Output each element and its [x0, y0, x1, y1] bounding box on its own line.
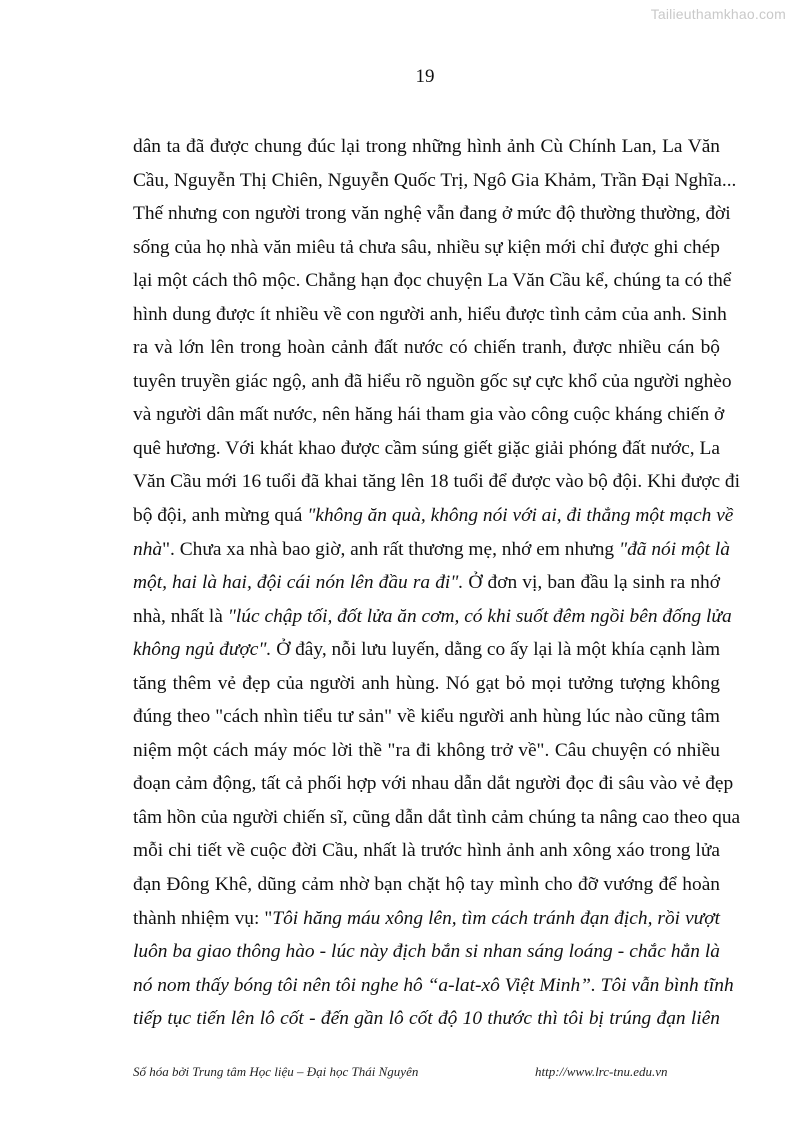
text-line [133, 801, 741, 835]
text-line [133, 834, 720, 868]
italic-quote-segment: luôn ba giao thông hào - lúc này địch bắn si nhan sáng loáng - chắc hẳn là [133, 941, 720, 963]
text-line [133, 130, 720, 164]
text-line [133, 767, 734, 801]
text-line [133, 935, 720, 969]
text-line [133, 365, 732, 399]
text-line [133, 398, 725, 432]
text-line [133, 231, 720, 265]
text-segment: Ở đơn vị, ban đầu lạ sinh ra nhớ [463, 572, 720, 594]
text-line [133, 633, 720, 667]
text-segment: mỗi chi tiết về cuộc đời Cầu, nhất là trước hình ảnh anh xông xáo trong lửa [133, 840, 720, 862]
text-line [133, 868, 720, 902]
text-segment: đoạn cảm động, tất cả phối hợp với nhau dẫn dắt người đọc đi sâu vào vẻ đẹp [133, 773, 734, 795]
text-segment: quê hương. Với khát khao được cầm súng giết giặc giải phóng đất nước, La [133, 437, 720, 459]
italic-quote-segment: Tôi hăng máu xông lên, tìm cách tránh đạn địch, rồi vượt [272, 907, 720, 929]
text-segment: thành nhiệm vụ: " [133, 907, 273, 929]
text-segment: tăng thêm vẻ đẹp của người anh hùng. Nó gạt bỏ mọi tưởng tượng không [133, 672, 720, 694]
text-segment: tâm hồn của người chiến sĩ, cũng dẫn dắt tình cảm chúng ta nâng cao theo qua [133, 806, 741, 828]
text-line [133, 499, 734, 533]
body-text [133, 130, 741, 1036]
text-segment: sống của họ nhà văn miêu tả chưa sâu, nhiều sự kiện mới chỉ được ghi chép [133, 236, 720, 258]
text-segment: nhà, nhất là [133, 605, 228, 627]
text-segment: hình dung được ít nhiều về con người anh, hiểu được tình cảm của anh. Sinh [133, 303, 727, 325]
text-segment: bộ đội, anh mừng quá [133, 505, 308, 527]
text-line [133, 465, 741, 499]
text-line [133, 298, 727, 332]
footer-url[interactable]: http://www.lrc-tnu.edu.vn [535, 1064, 668, 1079]
text-line [133, 533, 730, 567]
italic-quote-segment: "không ăn quà, không nói với ai, đi thẳng một mạch về [307, 505, 734, 527]
text-line [133, 264, 732, 298]
text-line [133, 331, 720, 365]
text-segment: Cầu, Nguyễn Thị Chiên, Nguyễn Quốc Trị, Ngô Gia Khảm, Trần Đại Nghĩa... [133, 169, 737, 191]
text-segment: Văn Cầu mới 16 tuổi đã khai tăng lên 18 tuổi để được vào bộ đội. Khi được đi [133, 471, 741, 493]
page-number: 19 [415, 66, 435, 87]
text-line [133, 600, 732, 634]
italic-quote-segment: một, hai là hai, đội cái nón lên đầu ra đi". [133, 572, 464, 594]
text-segment: tuyên truyền giác ngộ, anh đã hiểu rõ nguồn gốc sự cực khổ của người nghèo [133, 370, 732, 392]
italic-quote-segment: nó nom thấy bóng tôi nên tôi nghe hô “a-lat-xô Việt Minh”. Tôi vẫn bình tĩnh [133, 974, 734, 996]
watermark-text: Tailieuthamkhao.com [650, 6, 786, 22]
text-line [133, 902, 720, 936]
italic-quote-segment: tiếp tục tiến lên lô cốt - đến gần lô cốt độ 10 thước thì tôi bị trúng đạn liên [133, 1008, 720, 1030]
text-line [133, 197, 731, 231]
text-segment: dân ta đã được chung đúc lại trong những hình ảnh Cù Chính Lan, La Văn [133, 136, 720, 157]
text-segment: niệm một cách máy móc lời thề "ra đi không trở về". Câu chuyện có nhiều [133, 739, 720, 761]
italic-quote-segment: không ngủ được". [133, 639, 272, 661]
text-segment: đạn Đông Khê, dũng cảm nhờ bạn chặt hộ tay mình cho đỡ vướng để hoàn [133, 874, 720, 896]
footer-source: Số hóa bởi Trung tâm Học liệu – Đại học Thái Nguyên [133, 1064, 419, 1079]
text-line [133, 700, 720, 734]
text-line [133, 1002, 720, 1036]
text-line [133, 667, 720, 701]
text-segment: ". Chưa xa nhà bao giờ, anh rất thương mẹ, nhớ em nhưng [162, 538, 619, 560]
text-line [133, 969, 734, 1003]
text-line [133, 734, 720, 768]
text-segment: Thế nhưng con người trong văn nghệ vẫn đang ở mức độ thường thường, đời [133, 203, 731, 225]
text-segment: lại một cách thô mộc. Chẳng hạn đọc chuyện La Văn Cầu kể, chúng ta có thể [133, 270, 732, 292]
italic-quote-segment: nhà [133, 538, 163, 560]
text-line [133, 566, 720, 600]
text-line [133, 432, 720, 466]
text-line [133, 164, 737, 198]
text-segment: đúng theo "cách nhìn tiểu tư sản" về kiểu người anh hùng lúc nào cũng tâm [133, 706, 720, 728]
text-segment: ra và lớn lên trong hoàn cảnh đất nước có chiến tranh, được nhiều cán bộ [133, 337, 720, 359]
italic-quote-segment: "đã nói một là [618, 538, 730, 560]
italic-quote-segment: "lúc chập tối, đốt lửa ăn cơm, có khi suốt đêm ngồi bên đống lửa [227, 605, 732, 627]
text-segment: Ở đây, nỗi lưu luyến, dằng co ấy lại là một khía cạnh làm [271, 639, 721, 661]
text-segment: và người dân mất nước, nên hăng hái tham gia vào công cuộc kháng chiến ở [133, 404, 725, 426]
